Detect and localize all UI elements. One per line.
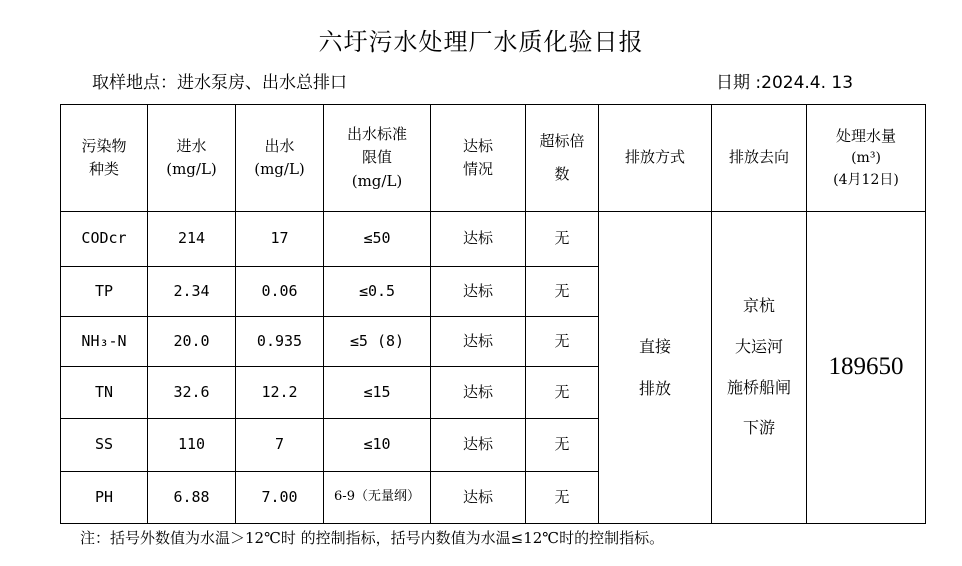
water-quality-table (60, 104, 926, 524)
status-value: 达标 (431, 212, 526, 267)
inflow-value: 110 (148, 419, 236, 472)
header-discharge-dest: 排放去向 (712, 105, 807, 212)
outflow-value: 7.00 (236, 472, 324, 524)
limit-value: ≤5 (8) (324, 317, 431, 367)
status-value: 达标 (431, 267, 526, 317)
table-row (61, 212, 926, 267)
header-volume: 处理水量 (m³) (4月12日) (807, 105, 926, 212)
status-value: 达标 (431, 419, 526, 472)
report-date: 日期 :2024.4. 13 (716, 73, 854, 93)
outflow-value: 7 (236, 419, 324, 472)
inflow-value: 2.34 (148, 267, 236, 317)
header-discharge-mode: 排放方式 (599, 105, 712, 212)
pollutant-name: NH₃-N (61, 317, 148, 367)
header-outflow: 出水 (mg/L) (236, 105, 324, 212)
treated-volume: 189650 (807, 212, 926, 524)
header-status: 达标 情况 (431, 105, 526, 212)
discharge-mode-cell: 直接 排放 (599, 212, 712, 524)
exceed-value: 无 (526, 267, 599, 317)
header-limit: 出水标准 限值 (mg/L) (324, 105, 431, 212)
limit-value: 6-9（无量纲） (324, 472, 431, 524)
pollutant-name: CODcr (61, 212, 148, 267)
discharge-dest-cell: 京杭 大运河 施桥船闸 下游 (712, 212, 807, 524)
limit-value: ≤10 (324, 419, 431, 472)
limit-value: ≤0.5 (324, 267, 431, 317)
exceed-value: 无 (526, 367, 599, 419)
limit-value: ≤50 (324, 212, 431, 267)
status-value: 达标 (431, 472, 526, 524)
footnote: 注：括号外数值为水温＞12℃时 的控制指标，括号内数值为水温≤12℃时的控制指标。 (80, 529, 665, 547)
inflow-value: 20.0 (148, 317, 236, 367)
pollutant-name: PH (61, 472, 148, 524)
inflow-value: 32.6 (148, 367, 236, 419)
header-inflow: 进水 (mg/L) (148, 105, 236, 212)
sampling-location: 取样地点：进水泵房、出水总排口 (92, 73, 347, 93)
outflow-value: 0.06 (236, 267, 324, 317)
exceed-value: 无 (526, 472, 599, 524)
pollutant-name: TN (61, 367, 148, 419)
table-header-row (61, 105, 926, 212)
outflow-value: 0.935 (236, 317, 324, 367)
exceed-value: 无 (526, 419, 599, 472)
outflow-value: 12.2 (236, 367, 324, 419)
report-title: 六圩污水处理厂水质化验日报 (318, 28, 644, 56)
exceed-value: 无 (526, 212, 599, 267)
inflow-value: 6.88 (148, 472, 236, 524)
inflow-value: 214 (148, 212, 236, 267)
status-value: 达标 (431, 367, 526, 419)
exceed-value: 无 (526, 317, 599, 367)
header-exceed: 超标倍 数 (526, 105, 599, 212)
outflow-value: 17 (236, 212, 324, 267)
status-value: 达标 (431, 317, 526, 367)
pollutant-name: SS (61, 419, 148, 472)
limit-value: ≤15 (324, 367, 431, 419)
header-pollutant: 污染物 种类 (61, 105, 148, 212)
pollutant-name: TP (61, 267, 148, 317)
